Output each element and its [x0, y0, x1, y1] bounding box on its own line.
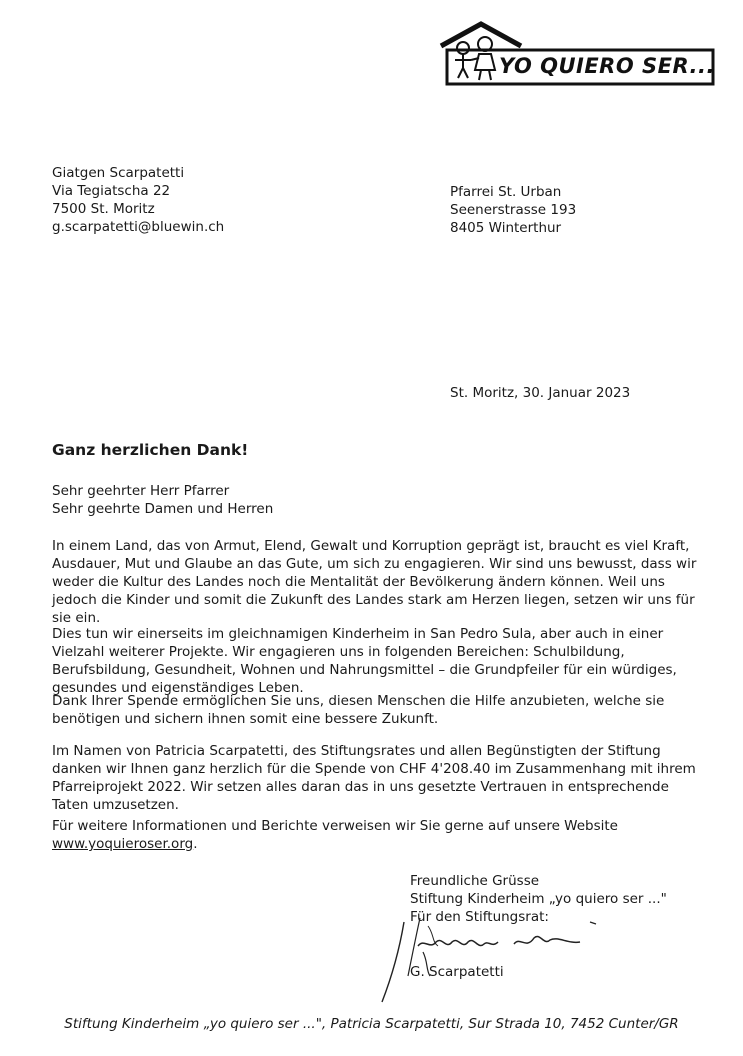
letter-date: St. Moritz, 30. Januar 2023	[450, 385, 631, 401]
logo-text: YO QUIERO SER...	[499, 54, 715, 78]
sender-street: Via Tegiatscha 22	[52, 183, 171, 199]
sender-email: g.scarpatetti@bluewin.ch	[52, 219, 225, 235]
paragraph-5	[52, 817, 702, 853]
letter-heading: Ganz herzlichen Dank!	[52, 441, 249, 459]
website-link[interactable]: www.yoquieroser.org	[52, 836, 194, 852]
salutation	[52, 482, 273, 518]
recipient-street: Seenerstrasse 193	[450, 202, 577, 218]
footer-address: Stiftung Kinderheim „yo quiero ser ...", Patricia Scarpatetti, Sur Strada 10, 7452 Cunter/GR	[64, 1016, 679, 1032]
recipient-address	[450, 183, 576, 237]
closing-line-1: Freundliche Grüsse	[410, 873, 540, 889]
sender-city: 7500 St. Moritz	[52, 201, 155, 217]
closing-line-3: Für den Stiftungsrat:	[410, 909, 549, 925]
paragraph-5-end: .	[193, 836, 198, 852]
sender-address	[52, 164, 224, 236]
recipient-city: 8405 Winterthur	[450, 220, 562, 236]
paragraph-4: Im Namen von Patricia Scarpatetti, des Stiftungsrates und allen Begünstigten der Stiftung danken wir Ihnen ganz herzlich für die Spende von CHF 4'208.40 im Zusammenhang mit ihrem Pfarreiprojekt 2022. Wir setzen alles daran das in uns gesetzte Vertrauen in entsprechende Taten umzusetzen.	[52, 743, 696, 813]
salutation-line-1: Sehr geehrter Herr Pfarrer	[52, 483, 230, 499]
closing-line-2: Stiftung Kinderheim „yo quiero ser ..."	[410, 891, 667, 907]
paragraph-5-text: Für weitere Informationen und Berichte verweisen wir Sie gerne auf unsere Website	[52, 818, 618, 834]
recipient-name: Pfarrei St. Urban	[450, 184, 562, 200]
sender-name: Giatgen Scarpatetti	[52, 165, 185, 181]
paragraph-1: In einem Land, das von Armut, Elend, Gewalt und Korruption geprägt ist, braucht es viel Kraft, Ausdauer, Mut und Glaube an das Gute, um sich zu engagieren. Wir sind uns bewusst, dass wir weder die Kultur des Landes noch die Mentalität der Bevölkerung ändern können. Weil uns jedoch die Kinder und somit die Zukunft des Landes stark am Herzen liegen, setzen wir uns für sie ein.	[52, 538, 697, 626]
logo	[437, 20, 715, 86]
salutation-line-2: Sehr geehrte Damen und Herren	[52, 501, 274, 517]
handwritten-signature	[368, 916, 598, 1006]
paragraph-2: Dies tun wir einerseits im gleichnamigen Kinderheim in San Pedro Sula, aber auch in einer Vielzahl weiterer Projekte. Wir engagieren uns in folgenden Bereichen: Schulbildung, Berufsbildung, Gesundheit, Wohnen und Nahrungsmittel – die Grundpfeiler für ein würdiges, gesundes und eigenständiges Leben.	[52, 626, 677, 696]
signer-name: G. Scarpatetti	[410, 964, 504, 980]
paragraph-3: Dank Ihrer Spende ermöglichen Sie uns, diesen Menschen die Hilfe anzubieten, welche sie benötigen und sichern ihnen somit eine bessere Zukunft.	[52, 693, 665, 727]
